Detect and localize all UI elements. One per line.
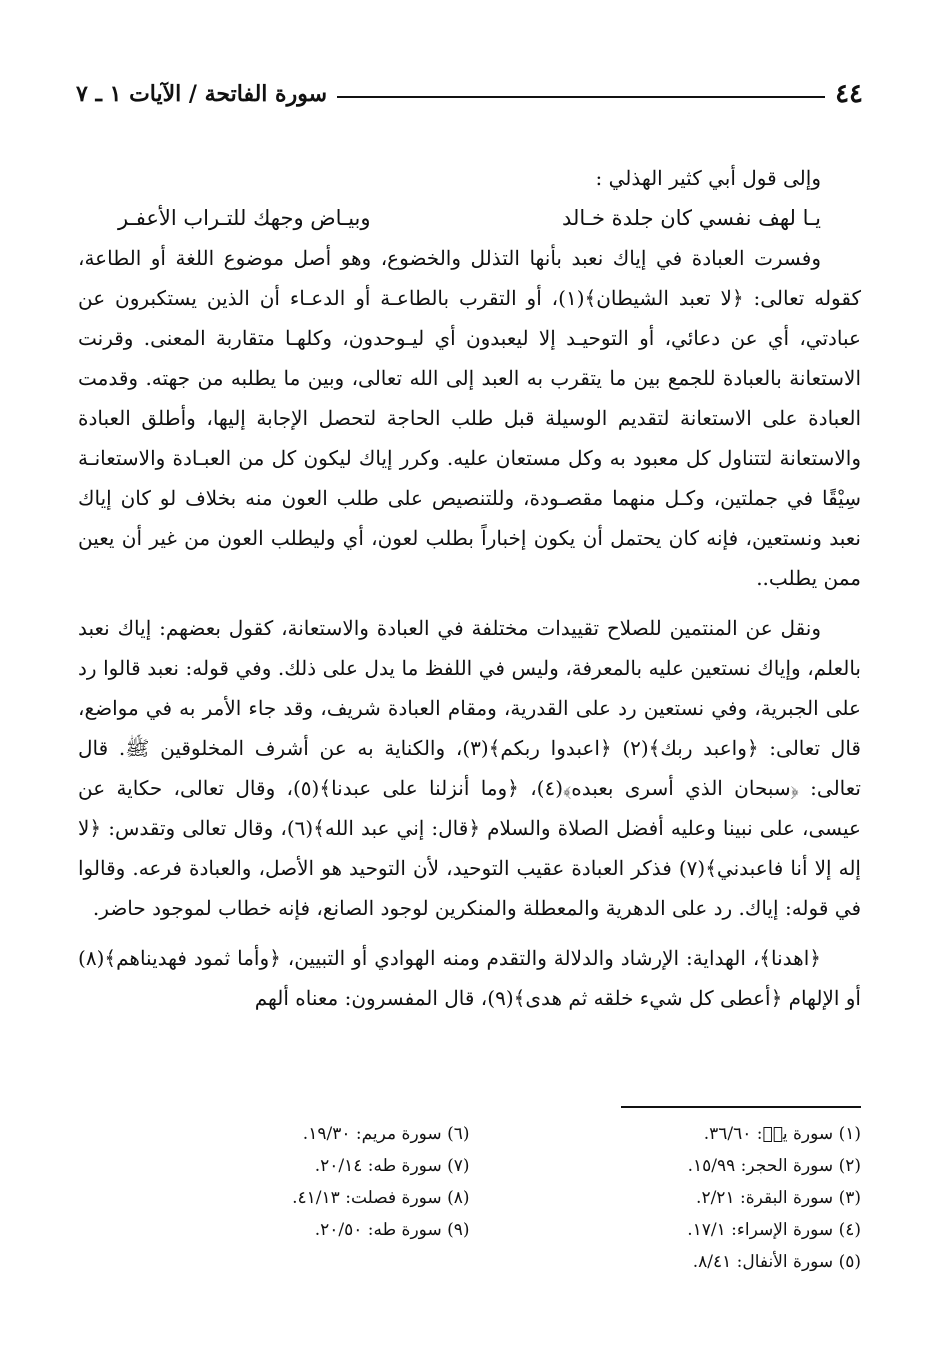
header-rule <box>337 96 825 98</box>
footnotes-left-column <box>78 1118 470 1278</box>
running-title: سورة الفاتحة / الآيات ١ ـ ٧ <box>76 81 328 107</box>
footnotes-right-column <box>470 1118 862 1278</box>
poem-second-hemistich: وبيـاض وجهك للتـراب الأعفـر <box>118 206 371 230</box>
footnote-item: (١) سورة يسۤ: ٣٦/٦٠. <box>703 1124 861 1144</box>
paragraph-worship: وفسرت العبادة في إياك نعبد بأنها التذلل والخضوع، وهو أصل موضوع اللغة أو الطاعة، كقوله تعالى: ﴿لا تعبد الشيطان﴾(١)، أو التقرب بالطاعـة أو الدعـاء أن الذين يستكبرون عن عبادتي، أي عن دعائي، أو التوحيـد إلا ليعبدون أي ليـوحدون، وكلهـا متقاربة المعنى. وقرنت الاستعانة بالعبادة للجمع بين ما يتقرب به العبد إلى الله تعالى، وبين ما يطلبه من جهته. وقدمت العبادة على الاستعانة لتقديم الوسيلة قبل طلب الحاجة لتحصل الإجابة إليها، وأطلق العبادة والاستعانة لتتناول كل معبود به وكل مستعان عليه. وكرر إياك ليكون كل من العبـادة والاستعانـة سِيْقًا في جملتين، وكـل منهما مقصـودة، وللتنصيص على طلب العون منه بخلاف لو كان إياك نعبد ونستعين، فإنه كان يحتمل أن يكون إخباراً بطلب لعون، أي وليطلب العون من غير أن يعين ممن يطلب.. <box>78 246 862 590</box>
footnote-rule <box>621 1106 861 1108</box>
poem-verse <box>78 198 861 238</box>
footnote-item: (٦) سورة مريم: ١٩/٣٠. <box>302 1124 470 1144</box>
main-text <box>78 158 861 1018</box>
footnote-item: (٢) سورة الحجر: ١٥/٩٩. <box>687 1156 861 1176</box>
paragraph-guidance: ﴿اهدنا﴾، الهداية: الإرشاد والدلالة والتقدم ومنه الهوادي أو التبيين، ﴿وأما ثمود فهديناهم﴾(٨) أو الإلهام ﴿أعطى كل شيء خلقه ثم هدى﴾(٩)، قال المفسرون: معناه ألهم <box>78 946 861 1010</box>
poem-first-hemistich: يـا لهف نفسي كان جلدة خـالد <box>561 206 821 230</box>
footnote-item: (٥) سورة الأنفال: ٨/٤١. <box>692 1252 861 1272</box>
verse-intro: وإلى قول أبي كثير الهذلي : <box>595 166 821 190</box>
paragraph-restrictions: ونقل عن المنتمين للصلاح تقييدات مختلفة في العبادة والاستعانة، كقول بعضهم: إياك نعبد بالعلم، وإياك نستعين عليه بالمعرفة، وليس في اللفظ ما يدل على ذلك. وفي قوله: نعبد قالوا رد على الجبرية، وفي نستعين رد على القدرية، ومقام العبادة شريف، وقد جاء الأمر به في مواضع، قال تعالى: ﴿واعبد ربك﴾(٢) ﴿اعبدوا ربكم﴾(٣)، والكناية به عن أشرف المخلوقين ﷺ. قال تعالى: ﴿سبحان الذي أسرى بعبده﴾(٤)، ﴿وما أنزلنا على عبدنا﴾(٥)، وقال تعالى، حكاية عن عيسى، على نبينا وعليه أفضل الصلاة والسلام ﴿قال: إني عبد الله﴾(٦)، وقال تعالى وتقدس: ﴿لا إله إلا أنا فاعبدني﴾(٧) فذكر العبادة عقيب التوحيد، لأن التوحيد هو الأصل، والعبادة فرعه. وقالوا في قوله: إياك. رد على الدهرية والمعطلة والمنكرين لوجود الصانع، فإنه خطاب لموجود حاضر. <box>78 616 861 920</box>
footnotes <box>78 1118 861 1278</box>
page-header <box>76 76 863 112</box>
footnote-item: (٣) سورة البقرة: ٢/٢١. <box>696 1188 861 1208</box>
footnote-item: (٨) سورة فصلت: ٤١/١٣. <box>292 1188 470 1208</box>
footnote-item: (٤) سورة الإسراء: ١٧/١. <box>687 1220 861 1240</box>
page-number: ٤٤ <box>835 79 863 109</box>
footnote-item: (٧) سورة طه: ٢٠/١٤. <box>314 1156 470 1176</box>
footnote-item: (٩) سورة طه: ٢٠/٥٠. <box>314 1220 470 1240</box>
